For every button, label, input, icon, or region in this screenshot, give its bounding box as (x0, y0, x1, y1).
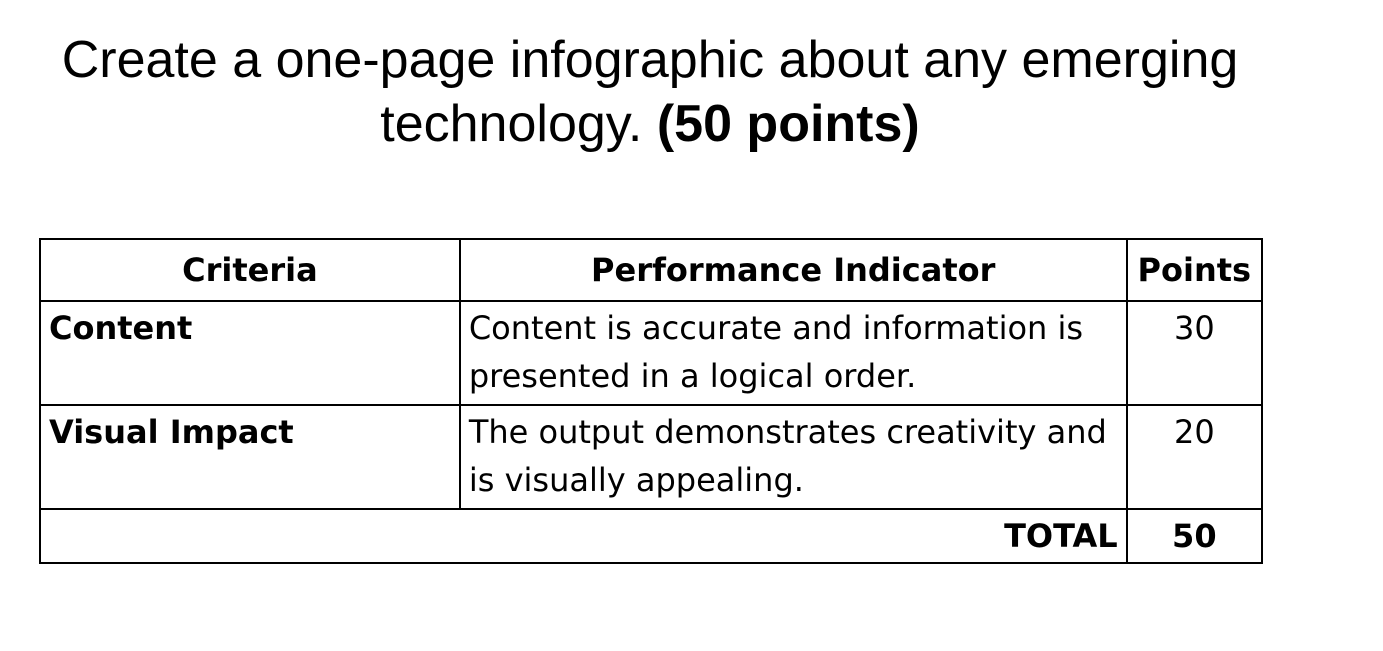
title-line-1: Create a one-page infographic about any emerging (61, 31, 1239, 89)
total-row (40, 509, 1262, 563)
indicator-cell: Content is accurate and information is presented in a logical order. (460, 301, 1127, 405)
header-indicator: Performance Indicator (460, 239, 1127, 301)
total-label: TOTAL (40, 509, 1127, 563)
points-cell: 30 (1127, 301, 1262, 405)
header-row (40, 239, 1262, 301)
total-value: 50 (1127, 509, 1262, 563)
table-row (40, 301, 1262, 405)
criteria-cell: Visual Impact (40, 405, 460, 509)
assignment-title (0, 28, 1300, 156)
rubric-table (39, 238, 1263, 564)
indicator-cell: The output demonstrates creativity and is visually appealing. (460, 405, 1127, 509)
header-criteria: Criteria (40, 239, 460, 301)
title-line-2-text: technology. (380, 95, 643, 153)
title-points: (50 points) (656, 95, 920, 153)
header-points: Points (1127, 239, 1262, 301)
title-line-2 (0, 92, 1300, 156)
table-row (40, 405, 1262, 509)
criteria-cell: Content (40, 301, 460, 405)
points-cell: 20 (1127, 405, 1262, 509)
